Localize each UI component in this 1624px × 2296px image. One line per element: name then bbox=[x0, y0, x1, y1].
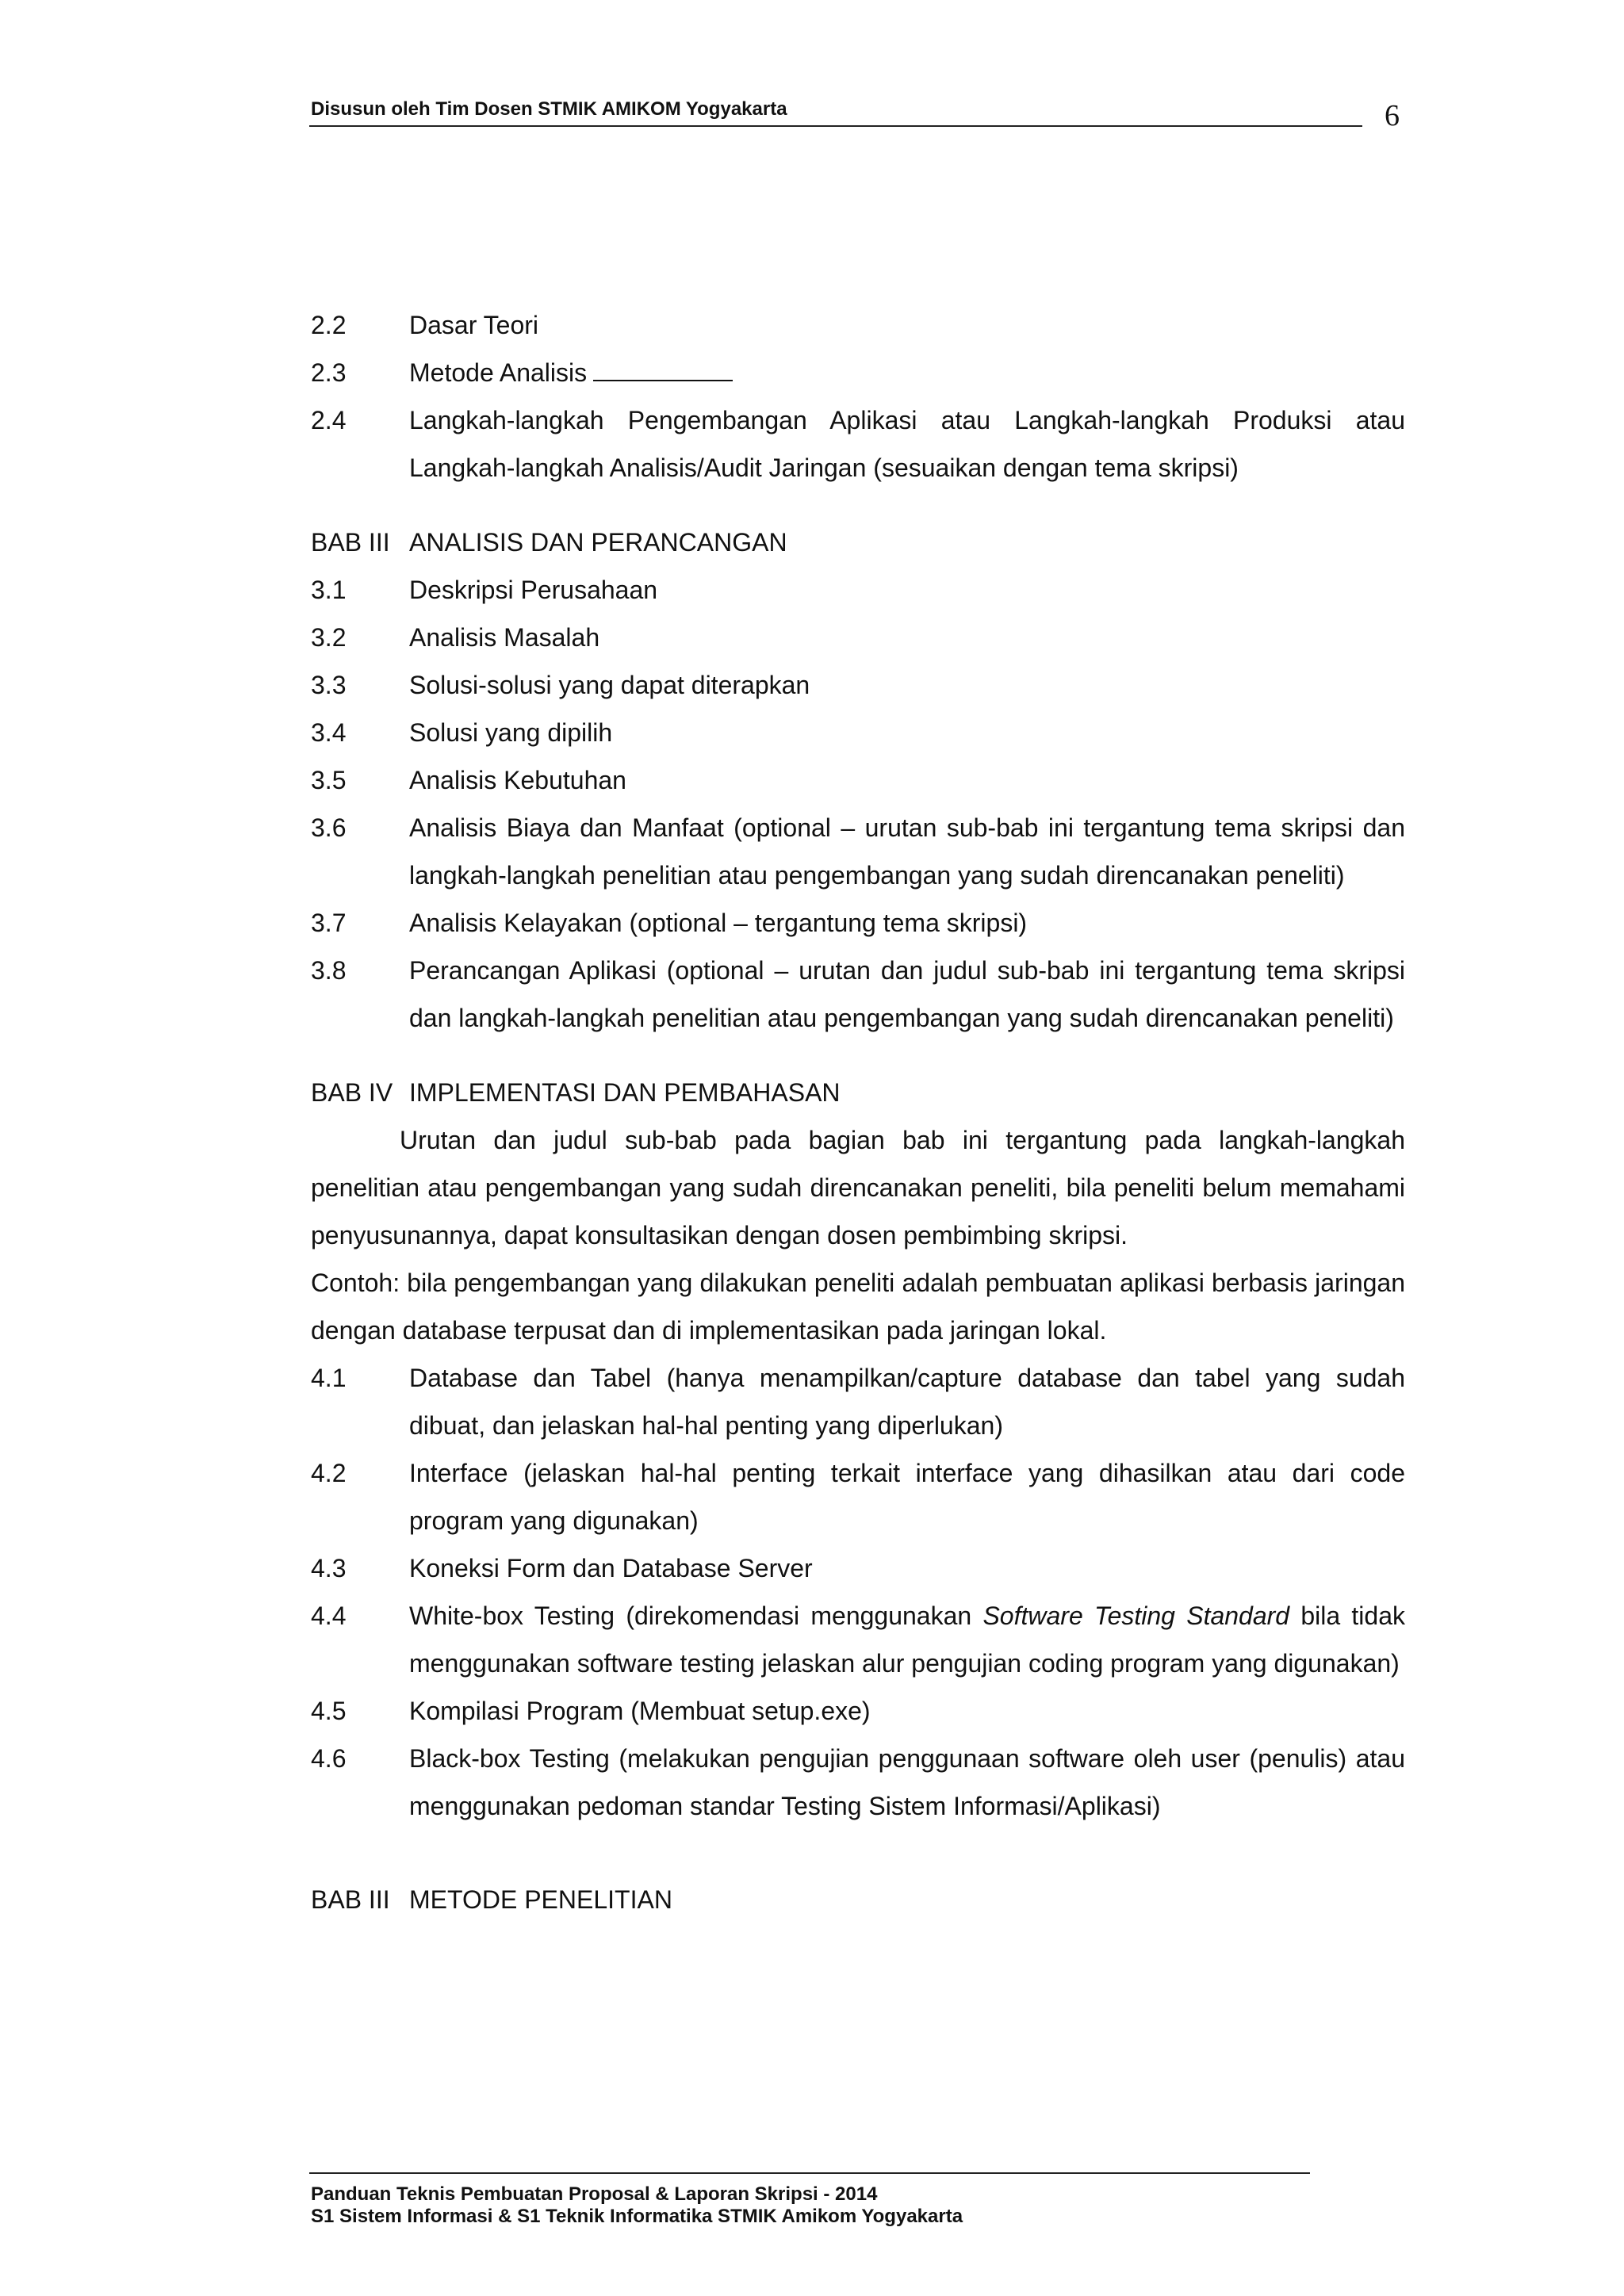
item-text: Analisis Masalah bbox=[409, 623, 600, 652]
item-text: Metode Analisis bbox=[409, 358, 588, 387]
item-text: White-box Testing (direkomendasi menggunakan bbox=[409, 1601, 983, 1630]
item-text: Perancangan Aplikasi (optional – urutan dan judul sub-bab ini tergantung tema skripsi dan langkah-langkah penelitian atau pengembangan yang sudah direncanakan peneliti) bbox=[409, 956, 1405, 1032]
item-text: Analisis Kelayakan (optional – tergantung tema skripsi) bbox=[409, 909, 1028, 937]
list-item bbox=[311, 947, 1405, 1042]
list-item bbox=[311, 301, 1405, 349]
item-text: Black-box Testing (melakukan pengujian penggunaan software oleh user (penulis) atau menggunakan pedoman standar Testing Sistem Informasi/Aplikasi) bbox=[409, 1744, 1405, 1820]
item-number: 2.2 bbox=[311, 311, 347, 339]
item-text-wrapper bbox=[409, 1592, 1405, 1687]
chapter-title: ANALISIS DAN PERANCANGAN bbox=[409, 528, 787, 557]
blank-underline bbox=[593, 356, 733, 381]
list-item bbox=[311, 1354, 1405, 1449]
footer-line-2: S1 Sistem Informasi & S1 Teknik Informatika STMIK Amikom Yogyakarta bbox=[311, 2206, 963, 2227]
chapter-heading bbox=[311, 1876, 1405, 1923]
item-number: 4.5 bbox=[311, 1697, 347, 1725]
main-content bbox=[311, 301, 1405, 1923]
item-text: Solusi yang dipilih bbox=[409, 718, 613, 747]
item-number: 3.2 bbox=[311, 623, 347, 652]
list-item bbox=[311, 349, 1405, 396]
item-number: 3.7 bbox=[311, 909, 347, 937]
list-item bbox=[311, 396, 1405, 492]
item-number: 3.4 bbox=[311, 718, 347, 747]
list-item bbox=[311, 1449, 1405, 1544]
footer-rule bbox=[309, 2172, 1310, 2174]
item-text: bila tidak menggunakan software testing jelaskan alur pengujian coding program yang digunakan) bbox=[409, 1601, 1406, 1678]
item-text: Interface (jelaskan hal-hal penting terkait interface yang dihasilkan atau dari code program yang digunakan) bbox=[409, 1459, 1405, 1535]
item-number: 3.1 bbox=[311, 576, 347, 604]
chapter-label: BAB III bbox=[311, 1885, 390, 1914]
item-text-italic: Software Testing Standard bbox=[982, 1601, 1290, 1630]
item-number: 3.5 bbox=[311, 766, 347, 794]
chapter-label: BAB IV bbox=[311, 1078, 393, 1107]
item-text: Database dan Tabel (hanya menampilkan/capture database dan tabel yang sudah dibuat, dan jelaskan hal-hal penting yang diperlukan) bbox=[409, 1364, 1405, 1440]
list-item bbox=[311, 566, 1405, 614]
list-item bbox=[311, 756, 1405, 804]
item-number: 4.2 bbox=[311, 1459, 347, 1487]
item-text: Analisis Biaya dan Manfaat (optional – urutan sub-bab ini tergantung tema skripsi dan langkah-langkah penelitian atau pengembangan yang sudah direncanakan peneliti) bbox=[409, 813, 1405, 890]
item-text: Analisis Kebutuhan bbox=[409, 766, 626, 794]
list-item bbox=[311, 1735, 1405, 1830]
list-item bbox=[311, 709, 1405, 756]
footer-line-1: Panduan Teknis Pembuatan Proposal & Laporan Skripsi - 2014 bbox=[311, 2183, 878, 2205]
list-item bbox=[311, 661, 1405, 709]
paragraph: Contoh: bila pengembangan yang dilakukan peneliti adalah pembuatan aplikasi berbasis jaringan dengan database terpusat dan di implementasikan pada jaringan lokal. bbox=[311, 1269, 1405, 1345]
item-text-wrapper bbox=[409, 349, 1405, 396]
header-rule bbox=[309, 125, 1362, 127]
item-text: Langkah-langkah Pengembangan Aplikasi atau Langkah-langkah Produksi atau Langkah-langkah Analisis/Audit Jaringan (sesuaikan dengan tema skripsi) bbox=[409, 406, 1405, 482]
header-text: Disusun oleh Tim Dosen STMIK AMIKOM Yogyakarta bbox=[311, 98, 787, 120]
item-number: 4.1 bbox=[311, 1364, 347, 1392]
item-text: Deskripsi Perusahaan bbox=[409, 576, 658, 604]
item-number: 3.8 bbox=[311, 956, 347, 985]
chapter-label: BAB III bbox=[311, 528, 390, 557]
list-item bbox=[311, 1592, 1405, 1687]
list-item bbox=[311, 1687, 1405, 1735]
page-number: 6 bbox=[1385, 99, 1400, 132]
item-number: 4.3 bbox=[311, 1554, 347, 1582]
item-number: 2.4 bbox=[311, 406, 347, 434]
list-item bbox=[311, 899, 1405, 947]
chapter-title: IMPLEMENTASI DAN PEMBAHASAN bbox=[409, 1078, 841, 1107]
item-number: 4.6 bbox=[311, 1744, 347, 1773]
item-text: Kompilasi Program (Membuat setup.exe) bbox=[409, 1697, 871, 1725]
chapter-title: METODE PENELITIAN bbox=[409, 1885, 672, 1914]
item-number: 3.6 bbox=[311, 813, 347, 842]
chapter-heading bbox=[311, 519, 1405, 566]
list-item bbox=[311, 804, 1405, 899]
item-number: 2.3 bbox=[311, 358, 347, 387]
chapter-heading bbox=[311, 1069, 1405, 1116]
item-text: Solusi-solusi yang dapat diterapkan bbox=[409, 671, 810, 699]
item-number: 3.3 bbox=[311, 671, 347, 699]
item-text: Koneksi Form dan Database Server bbox=[409, 1554, 813, 1582]
item-text: Dasar Teori bbox=[409, 311, 539, 339]
item-number: 4.4 bbox=[311, 1601, 347, 1630]
list-item bbox=[311, 1544, 1405, 1592]
paragraph: Urutan dan judul sub-bab pada bagian bab ini tergantung pada langkah-langkah penelitian atau pengembangan yang sudah direncanakan peneliti, bila peneliti belum memahami penyusunannya, dapat konsultasikan dengan dosen pembimbing skripsi. bbox=[311, 1126, 1405, 1249]
list-item bbox=[311, 614, 1405, 661]
